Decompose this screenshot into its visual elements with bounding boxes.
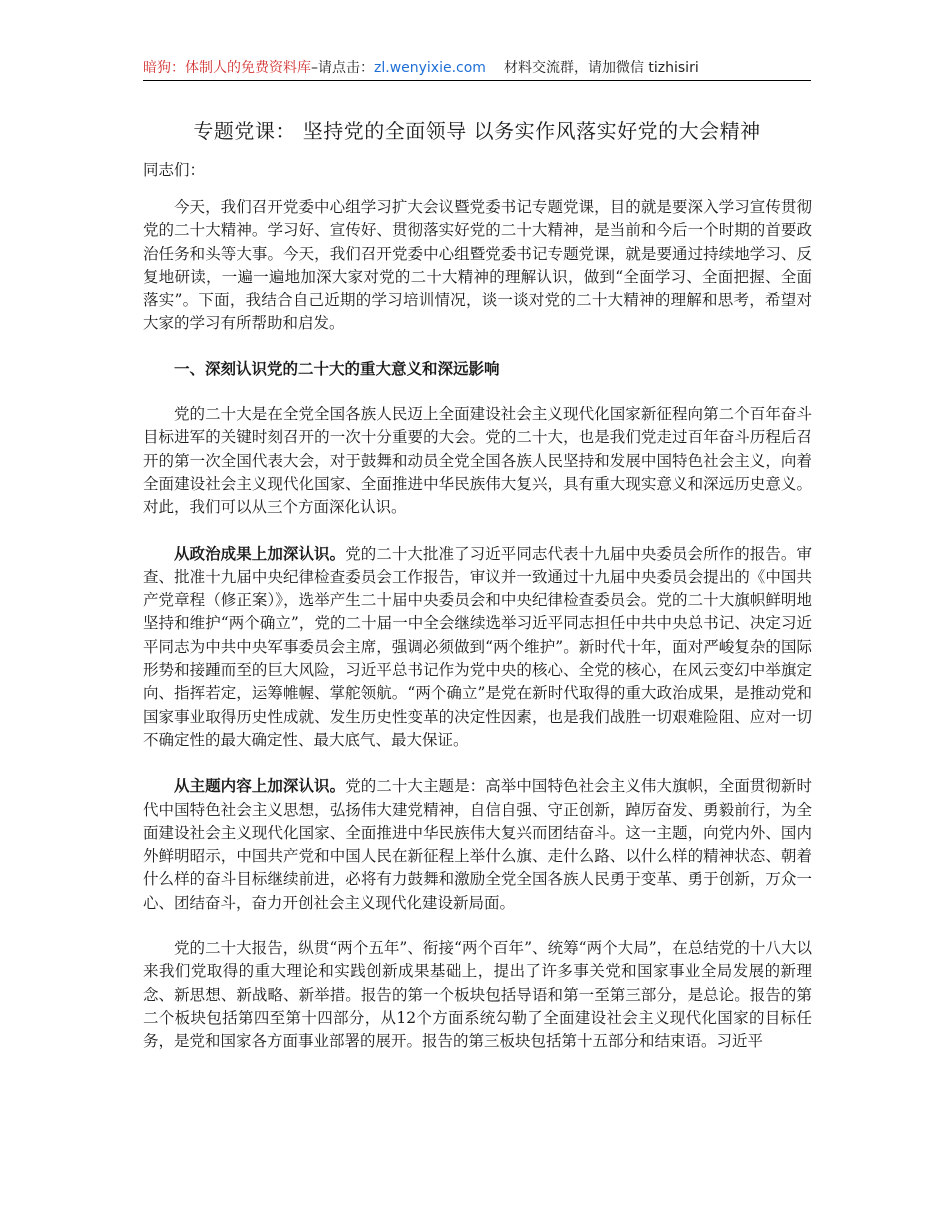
salutation: 同志们： [143,161,206,179]
page-title: 专题党课： 坚持党的全面领导 以务实作风落实好党的大会精神 [193,119,761,143]
header-click-prompt: –请点击： [311,60,374,76]
header-divider [143,80,811,81]
paragraph-lead: 从主题内容上加深认识。 [174,776,346,796]
header-contact-text: 材料交流群，请加微信 tizhisiri [503,60,699,76]
paragraph-intro: 今天，我们召开党委中心组学习扩大会议暨党委书记专题党课，目的就是要深入学习宣传贯彻党的二十大精神。学习好、宣传好、贯彻落实好党的二十大精神，是当前和今后一个时期的首要政治任务和头等大事。今天，我们召开党委中心组暨党委书记专题党课，就是要通过持续地学习、反复地研读，一遍一遍地加深大家对党的二十大精神的理解认识，做到“全面学习、全面把握、全面落实”。下面，我结合自己近期的学习培训情况，谈一谈对党的二十大精神的理解和思考，希望对大家的学习有所帮助和启发。 [143,198,812,333]
document-body [143,196,812,1076]
paragraph-text: 党的二十大主题是：高举中国特色社会主义伟大旗帜，全面贯彻新时代中国特色社会主义思想，弘扬伟大建党精神，自信自强、守正创新，踔厉奋发、勇毅前行，为全面建设社会主义现代化国家、全面推进中华民族伟大复兴而团结奋斗。这一主题，向党内外、国内外鲜明昭示，中国共产党和中国人民在新征程上举什么旗、走什么路、以什么样的精神状态、朝着什么样的奋斗目标继续前进，必将有力鼓舞和激励全党全国各族人民勇于变革、勇于创新，万众一心、团结奋斗，奋力开创社会主义现代化建设新局面。 [143,777,812,912]
header-link[interactable]: zl.wenyixie.com [374,60,486,76]
header-banner [143,57,811,81]
section-heading-1: 一、深刻认识党的二十大的重大意义和深远影响 [174,359,500,378]
paragraph-lead: 从政治成果上加深认识。 [174,543,346,563]
paragraph-significance: 党的二十大是在全党全国各族人民迈上全面建设社会主义现代化国家新征程向第二个百年奋斗目标进军的关键时刻召开的一次十分重要的大会。党的二十大，也是我们党走过百年奋斗历程后召开的第一次全国代表大会，对于鼓舞和动员全党全国各族人民坚持和发展中国特色社会主义，向着全面建设社会主义现代化国家、全面推进中华民族伟大复兴，具有重大现实意义和深远历史意义。对此，我们可以从三个方面深化认识。 [143,405,812,517]
paragraph-theme-content [143,774,812,915]
header-ad-text[interactable]: 暗狗：体制人的免费资料库 [143,60,311,76]
paragraph-political-results [143,542,812,753]
paragraph-text: 党的二十大批准了习近平同志代表十九届中央委员会所作的报告。审查、批准十九届中央纪律检查委员会工作报告，审议并一致通过十九届中央委员会提出的《中国共产党章程（修正案）》，选举产生二十届中央委员会和中央纪律检查委员会。党的二十大旗帜鲜明地坚持和维护“两个确立”，党的二十届一中全会继续选举习近平同志担任中共中央总书记、决定习近平同志为中共中央军事委员会主席，强调必须做到“两个维护”。新时代十年，面对严峻复杂的国际形势和接踵而至的巨大风险，习近平总书记作为党中央的核心、全党的核心，在风云变幻中举旗定向、指挥若定，运筹帷幄、掌舵领航。“两个确立”是党在新时代取得的重大政治成果，是推动党和国家事业取得历史性成就、发生历史性变革的决定性因素，也是我们战胜一切艰难险阻、应对一切不确定性的最大确定性、最大底气、最大保证。 [143,544,812,749]
paragraph-report-structure: 党的二十大报告，纵贯“两个五年”、衔接“两个百年”、统筹“两个大局”，在总结党的十八大以来我们党取得的重大理论和实践创新成果基础上，提出了许多事关党和国家事业全局发展的新理念、新思想、新战略、新举措。报告的第一个板块包括导语和第一至第三部分，是总论。报告的第二个板块包括第四至第十四部分，从12个方面系统勾勒了全面建设社会主义现代化国家的目标任务，是党和国家各方面事业部署的展开。报告的第三板块包括第十五部分和结束语。习近平 [143,939,812,1051]
